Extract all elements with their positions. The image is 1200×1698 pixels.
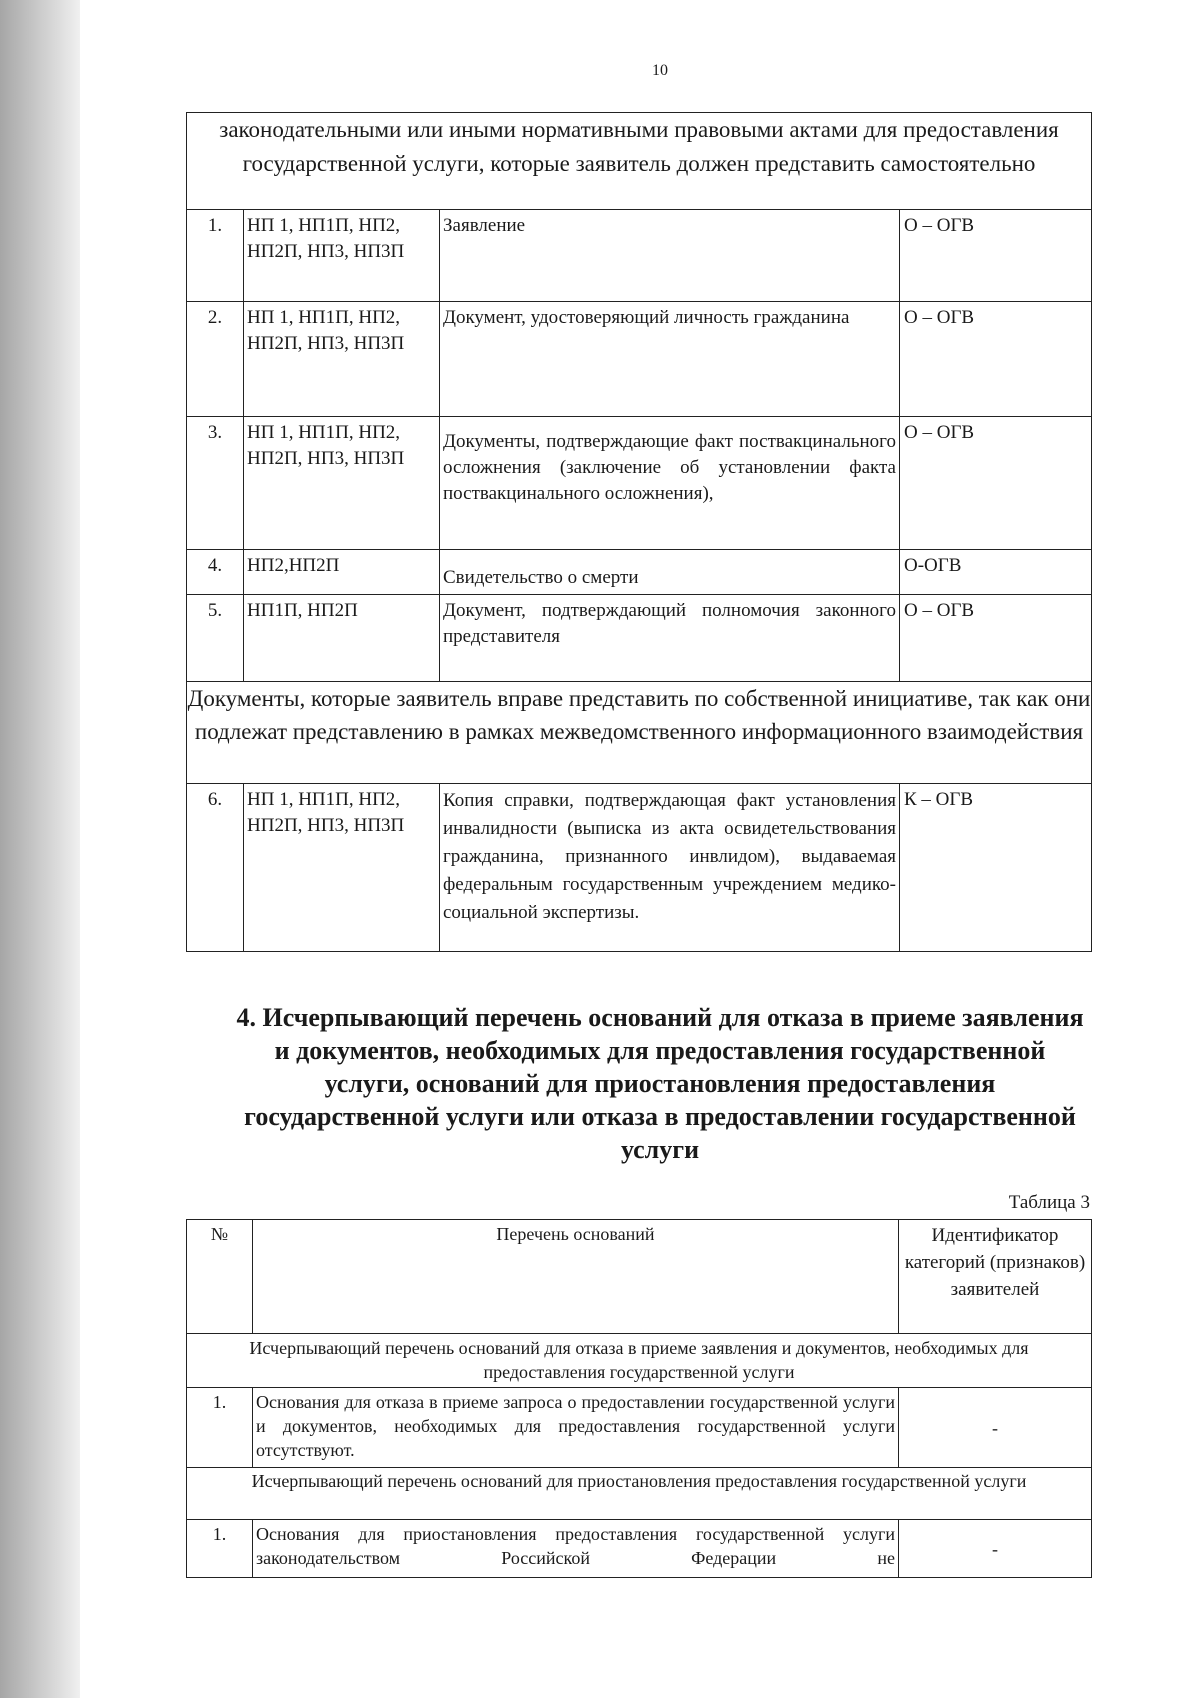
section-4-title: 4. Исчерпывающий перечень оснований для отказа в приеме заявления и документов, необходимых для предоставления государственной услуги, оснований для приостановления предоставления государственной услуги или отказа в предоставлении государственной услуги xyxy=(236,1003,1084,1164)
number-column-header: № xyxy=(187,1220,253,1334)
submission-code: О – ОГВ xyxy=(900,302,1092,417)
submission-code: К – ОГВ xyxy=(900,784,1092,952)
table-row xyxy=(187,210,1092,302)
document-name: Документ, подтверждающий полномочия законного представителя xyxy=(440,595,900,682)
table-row xyxy=(187,113,1092,210)
row-number: 1. xyxy=(187,1520,253,1578)
grounds-text: Основания для отказа в приеме запроса о предоставлении государственной услуги и документов, необходимых для предоставления государственной услуги отсутствуют. xyxy=(253,1388,899,1468)
identifier-column-header: Идентификатор категорий (признаков) заявителей xyxy=(899,1220,1092,1334)
table-row xyxy=(187,1388,1092,1468)
document-name: Документ, удостоверяющий личность гражданина xyxy=(440,302,900,417)
table-row xyxy=(187,1520,1092,1578)
scan-shadow-edge xyxy=(0,0,80,1698)
table-row xyxy=(187,1468,1092,1520)
table-row xyxy=(187,682,1092,784)
category-codes: НП 1, НП1П, НП2, НП2П, НП3, НП3П xyxy=(244,784,440,952)
table-row xyxy=(187,784,1092,952)
row-number: 3. xyxy=(187,417,244,550)
submission-code: О-ОГВ xyxy=(900,550,1092,595)
row-number: 4. xyxy=(187,550,244,595)
document-name: Копия справки, подтверждающая факт установления инвалидности (выписка из акта освидетельствования гражданина, признанного инвлидом), выдаваемая федеральным государственным учреждением медико-социальной экспертизы. xyxy=(440,784,900,952)
category-codes: НП 1, НП1П, НП2, НП2П, НП3, НП3П xyxy=(244,417,440,550)
table-3-label: Таблица 3 xyxy=(1008,1192,1090,1213)
document-name: Документы, подтверждающие факт поствакцинального осложнения (заключение об установлении факта поствакцинального осложнения), xyxy=(440,417,900,550)
submission-code: О – ОГВ xyxy=(900,417,1092,550)
submission-code: О – ОГВ xyxy=(900,595,1092,682)
grounds-table xyxy=(186,1219,1092,1578)
table-row xyxy=(187,595,1092,682)
optional-documents-header: Документы, которые заявитель вправе представить по собственной инициативе, так как они подлежат представлению в рамках межведомственного информационного взаимодействия xyxy=(187,682,1092,784)
category-codes: НП1П, НП2П xyxy=(244,595,440,682)
page-number: 10 xyxy=(652,62,668,79)
refusal-grounds-header: Исчерпывающий перечень оснований для отказа в приеме заявления и документов, необходимых для предоставления государственной услуги xyxy=(187,1334,1092,1388)
table-row xyxy=(187,1334,1092,1388)
table-row xyxy=(187,302,1092,417)
category-codes: НП 1, НП1П, НП2, НП2П, НП3, НП3П xyxy=(244,302,440,417)
category-codes: НП2,НП2П xyxy=(244,550,440,595)
row-number: 2. xyxy=(187,302,244,417)
document-name: Свидетельство о смерти xyxy=(440,550,900,595)
submission-code: О – ОГВ xyxy=(900,210,1092,302)
identifier-value: - xyxy=(899,1388,1092,1468)
required-documents-header: законодательными или иными нормативными правовыми актами для предоставления государственной услуги, которые заявитель должен представить самостоятельно xyxy=(187,113,1092,210)
suspension-grounds-header: Исчерпывающий перечень оснований для приостановления предоставления государственной услуги xyxy=(187,1468,1092,1520)
table-row xyxy=(187,417,1092,550)
identifier-value: - xyxy=(899,1520,1092,1578)
grounds-text: Основания для приостановления предоставления государственной услуги законодательством Российской Федерации не xyxy=(253,1520,899,1578)
documents-table xyxy=(186,112,1092,952)
row-number: 6. xyxy=(187,784,244,952)
table-row xyxy=(187,550,1092,595)
row-number: 5. xyxy=(187,595,244,682)
row-number: 1. xyxy=(187,210,244,302)
document-name: Заявление xyxy=(440,210,900,302)
category-codes: НП 1, НП1П, НП2, НП2П, НП3, НП3П xyxy=(244,210,440,302)
reasons-column-header: Перечень оснований xyxy=(253,1220,899,1334)
table-row xyxy=(187,1220,1092,1334)
row-number: 1. xyxy=(187,1388,253,1468)
